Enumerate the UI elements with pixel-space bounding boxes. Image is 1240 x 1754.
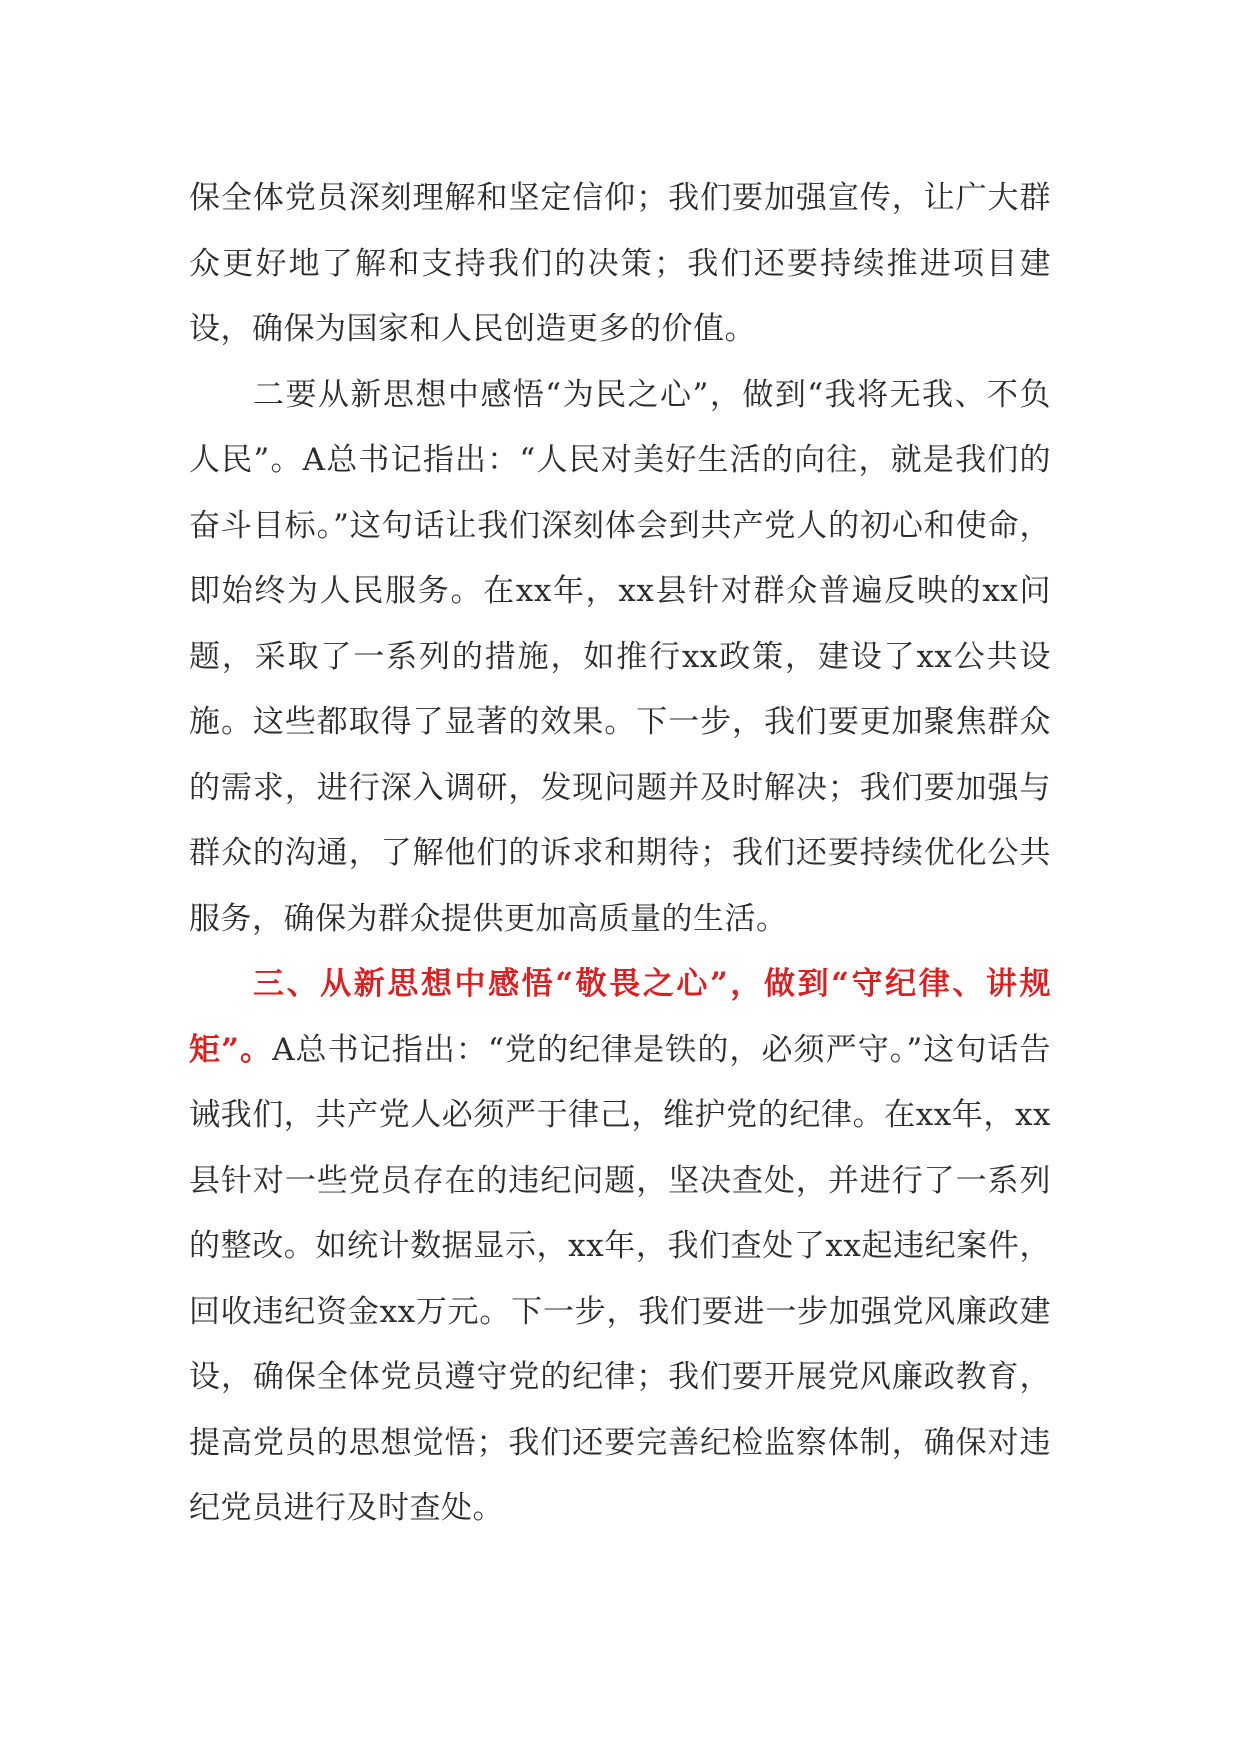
section-heading-three: 三、从新思想中感悟“敬畏之心”，做到“守纪律、讲规矩”。 [189, 966, 1051, 1068]
paragraph-point-three-body: A总书记指出：“党的纪律是铁的，必须严守。”这句话告诫我们，共产党人必须严于律己，维护党的纪律。在xx年，xx县针对一些党员存在的违纪问题，坚决查处，并进行了一系列的整改。如统计数据显示，xx年，我们查处了xx起违纪案件，回收违纪资金xx万元。下一步，我们要进一步加强党风廉政建设，确保全体党员遵守党的纪律；我们要开展党风廉政教育，提高党员的思想觉悟；我们还要完善纪检监察体制，确保对违纪党员进行及时查处。 [189, 1031, 1051, 1526]
paragraph-continuation: 保全体党员深刻理解和坚定信仰；我们要加强宣传，让广大群众更好地了解和支持我们的决策；我们还要持续推进项目建设，确保为国家和人民创造更多的价值。 [189, 180, 1051, 347]
paragraph-point-two: 二要从新思想中感悟“为民之心”，做到“我将无我、不负人民”。A总书记指出：“人民对美好生活的向往，就是我们的奋斗目标。”这句话让我们深刻体会到共产党人的初心和使命，即始终为人民服务。在xx年，xx县针对群众普遍反映的xx问题，采取了一系列的措施，如推行xx政策，建设了xx公共设施。这些都取得了显著的效果。下一步，我们要更加聚焦群众的需求，进行深入调研，发现问题并及时解决；我们要加强与群众的沟通，了解他们的诉求和期待；我们还要持续优化公共服务，确保为群众提供更加高质量的生活。 [189, 376, 1051, 937]
paragraph-point-three [189, 952, 1051, 1542]
document-body [189, 166, 1051, 1542]
